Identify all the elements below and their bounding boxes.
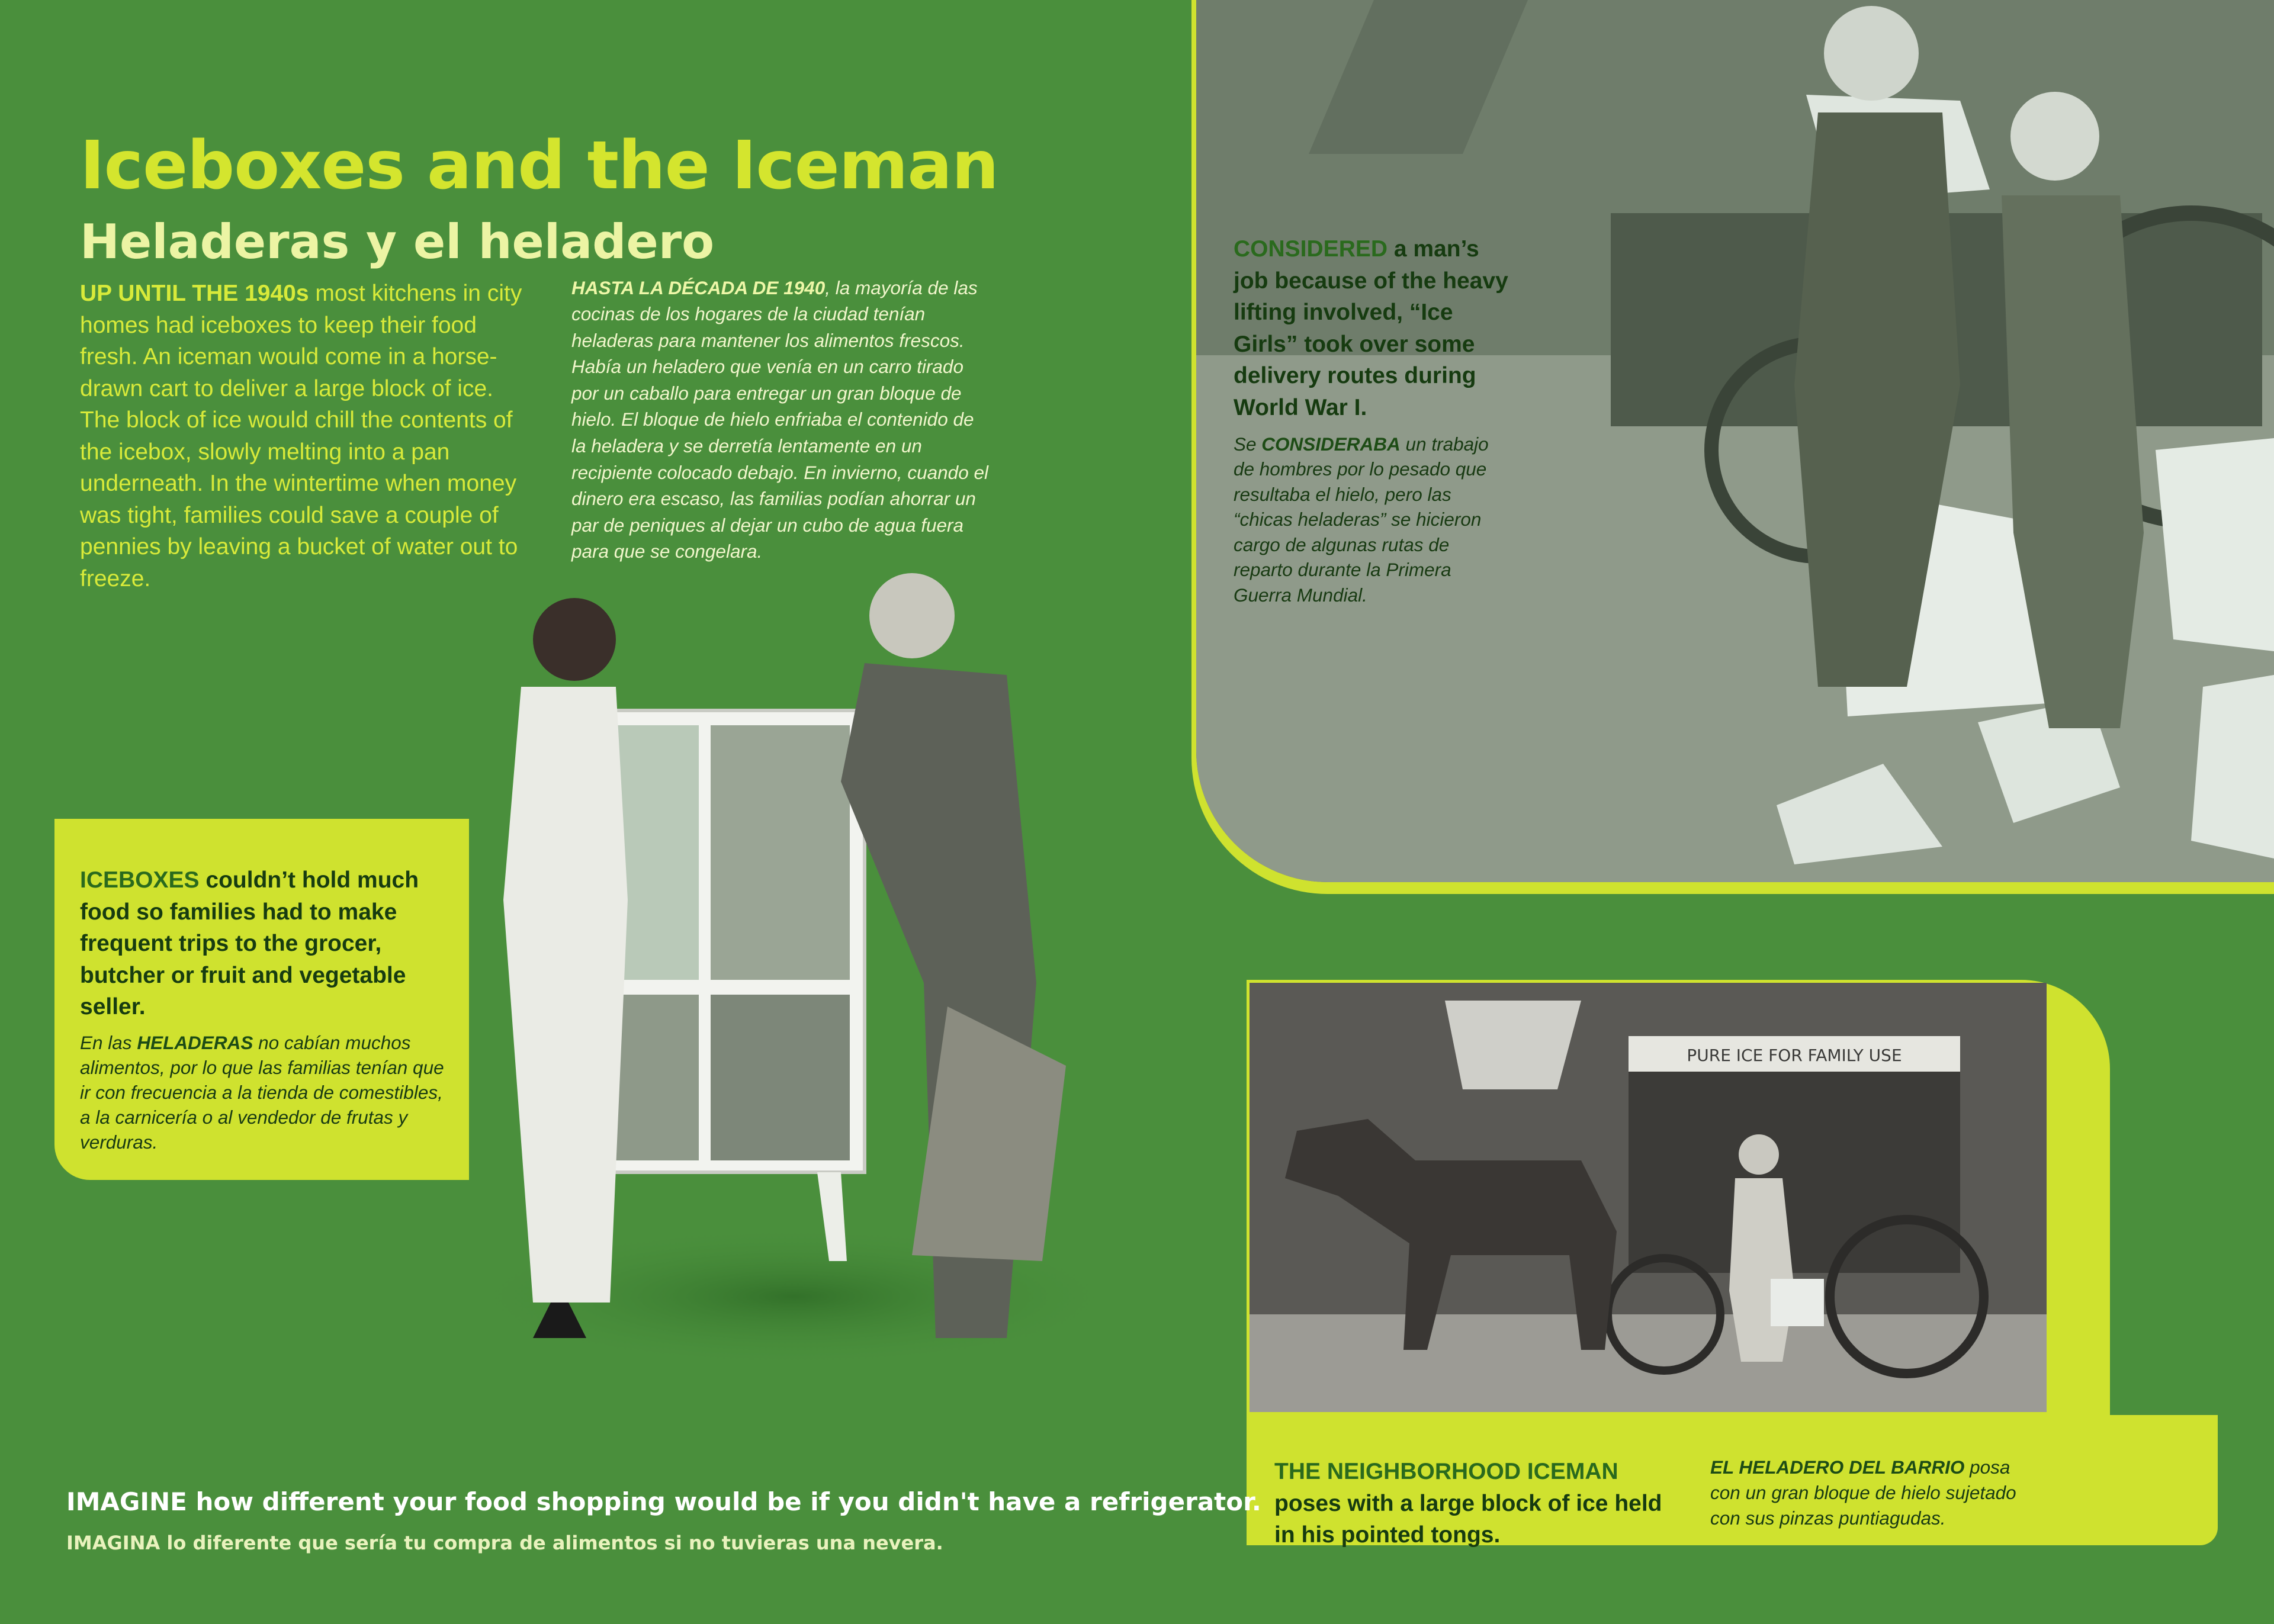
intro-spanish-text: , la mayoría de las cocinas de los hogares de la ciudad tenían heladeras para mantener los alimentos frescos. Había un heladero que venía en un carro tirado por un caballo para entregar un gran bloque de hielo. El bloque de hielo enfriaba el contenido de la heladera y se derretía lentamente en un recipiente colocado debajo. En invierno, cuando el dinero era escaso, las familias podían ahorrar un par de peniques al dejar un cubo de agua fuera para que se congelara. bbox=[571, 276, 988, 562]
iceman-photo bbox=[1250, 983, 2047, 1412]
imagine-prompt-spanish bbox=[66, 1532, 943, 1554]
ice-girls-caption-english-text: a man’s job because of the heavy lifting involved, “Ice Girls” took over some delivery routes during World War I. bbox=[1234, 236, 1508, 420]
iceboxes-caption-english bbox=[80, 864, 447, 1023]
iceman-illustration bbox=[1250, 983, 2047, 1412]
intro-english bbox=[80, 278, 530, 594]
imagine-spanish-lead: IMAGINA bbox=[66, 1532, 160, 1554]
ice-girls-caption-spanish bbox=[1234, 432, 1512, 608]
icebox-scene-illustration bbox=[415, 568, 1184, 1397]
intro-english-text: most kitchens in city homes had iceboxes to keep their food fresh. An iceman would come in a horse-drawn cart to deliver a large block of ice. The block of ice would chill the contents of the icebox, slowly melting into a pan underneath. In the wintertime when money was tight, families could save a couple of pennies by leaving a bucket of water out to freeze. bbox=[80, 281, 522, 591]
iceman-caption-spanish-text: posa con un gran bloque de hielo sujetado con sus pinzas puntiagudas. bbox=[1710, 1456, 2016, 1529]
page-subtitle: Heladeras y el heladero bbox=[80, 214, 715, 270]
iceboxes-caption-spanish-text: no cabían muchos alimentos, por lo que las familias tenían que ir con frecuencia a la tienda de comestibles, a la carnicería o al vendedor de frutas y verduras. bbox=[80, 1031, 444, 1153]
intro-english-lead: UP UNTIL THE 1940s bbox=[80, 281, 309, 306]
imagine-prompt-english bbox=[66, 1487, 1261, 1516]
wagon-sign: PURE ICE FOR FAMILY USE bbox=[1687, 1046, 1902, 1065]
ice-girls-caption-english-lead: CONSIDERED bbox=[1234, 236, 1388, 262]
ice-girls-caption-english bbox=[1234, 233, 1512, 423]
imagine-spanish-text: lo diferente que sería tu compra de alimentos si no tuvieras una nevera. bbox=[160, 1532, 943, 1554]
intro-spanish-lead: HASTA LA DÉCADA DE 1940 bbox=[571, 276, 826, 298]
iceboxes-caption-spanish-lead: HELADERAS bbox=[137, 1031, 253, 1053]
intro-spanish bbox=[571, 275, 992, 565]
ice-girls-caption-spanish-text: un trabajo de hombres por lo pesado que resultaba el hielo, pero las “chicas heladeras” se hicieron cargo de algunas rutas de reparto durante la Primera Guerra Mundial. bbox=[1234, 433, 1489, 606]
ice-girls-caption-spanish-lead: CONSIDERABA bbox=[1261, 433, 1401, 455]
iceboxes-caption-spanish bbox=[80, 1030, 447, 1155]
icebox-scene bbox=[415, 568, 1184, 1397]
ice-girls-caption-spanish-pre: Se bbox=[1234, 433, 1262, 455]
iceman-caption-english bbox=[1274, 1456, 1677, 1551]
iceboxes-caption-english-lead: ICEBOXES bbox=[80, 867, 200, 893]
iceman-caption-english-lead: THE NEIGHBORHOOD ICEMAN bbox=[1274, 1459, 1618, 1484]
imagine-english-lead: IMAGINE bbox=[66, 1487, 187, 1516]
iceman-caption-spanish-lead: EL HELADERO DEL BARRIO bbox=[1710, 1456, 1965, 1478]
page-title: Iceboxes and the Iceman bbox=[80, 127, 998, 205]
iceboxes-caption-english-text: couldn’t hold much food so families had to make frequent trips to the grocer, butcher or fruit and vegetable seller. bbox=[80, 867, 419, 1020]
iceman-caption-english-text: poses with a large block of ice held in his pointed tongs. bbox=[1274, 1490, 1662, 1548]
iceman-caption-spanish bbox=[1710, 1455, 2042, 1531]
iceboxes-caption-spanish-pre: En las bbox=[80, 1031, 137, 1053]
imagine-english-text: how different your food shopping would be if you didn't have a refrigerator. bbox=[187, 1487, 1261, 1516]
